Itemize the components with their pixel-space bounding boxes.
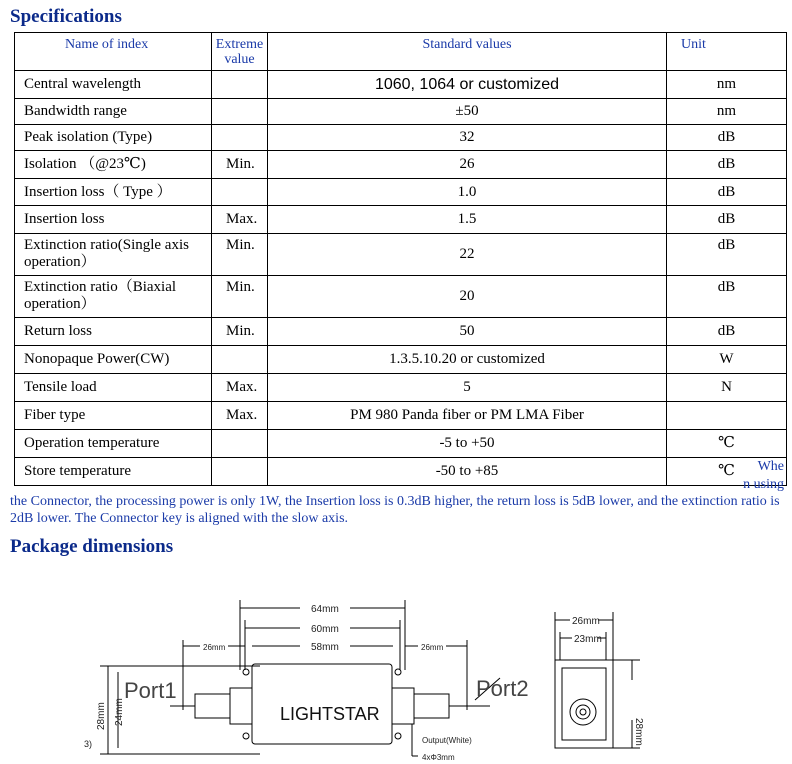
- row-extreme-cell: [212, 458, 268, 486]
- table-row: [15, 402, 787, 430]
- note-fragment-1: Whe: [757, 459, 784, 474]
- header-name-of-index: Name of index: [15, 33, 212, 71]
- row-standard-cell: 20: [268, 276, 667, 318]
- row-standard-cell: 1.3.5.10.20 or customized: [268, 346, 667, 374]
- specifications-heading: Specifications: [10, 6, 122, 27]
- header-standard-values: Standard values: [268, 33, 667, 71]
- hole-size-label: 4xΦ3mm: [422, 753, 455, 762]
- table-row: [15, 318, 787, 346]
- row-unit-cell: dB: [667, 125, 787, 151]
- row-unit-cell: ℃: [667, 458, 787, 486]
- row-unit-cell: ℃: [667, 430, 787, 458]
- row-unit-cell: N: [667, 374, 787, 402]
- row-name-cell: Bandwidth range: [15, 99, 212, 125]
- row-name-cell: Nonopaque Power(CW): [15, 346, 212, 374]
- row-standard-cell: -5 to +50: [268, 430, 667, 458]
- specifications-table: [14, 32, 787, 486]
- row-name-cell: Peak isolation (Type): [15, 125, 212, 151]
- dim-60mm-label: 60mm: [311, 624, 339, 635]
- row-unit-cell: dB: [667, 276, 787, 318]
- dim-26mm-end-label: 26mm: [572, 616, 600, 627]
- row-extreme-cell: Min.: [212, 318, 268, 346]
- row-standard-cell: 32: [268, 125, 667, 151]
- row-extreme-cell: Max.: [212, 402, 268, 430]
- header-unit: Unit: [667, 33, 787, 71]
- package-drawing: [0, 560, 792, 764]
- table-row: [15, 430, 787, 458]
- dim-28mm-side-label: 28mm: [96, 702, 107, 730]
- row-extreme-cell: Max.: [212, 206, 268, 234]
- row-unit-cell: [667, 402, 787, 430]
- note-fragment-2: n using: [743, 477, 784, 492]
- row-unit-cell: W: [667, 346, 787, 374]
- row-extreme-cell: Min.: [212, 234, 268, 276]
- table-row: [15, 458, 787, 486]
- row-standard-cell: -50 to +85: [268, 458, 667, 486]
- package-dimensions-heading: Package dimensions: [10, 536, 174, 557]
- row-unit-cell: nm: [667, 71, 787, 99]
- dim-28mm-end-label: 28mm: [633, 718, 644, 746]
- table-row: [15, 276, 787, 318]
- dim-26mm-left-label: 26mm: [203, 643, 226, 652]
- row-unit-cell: dB: [667, 234, 787, 276]
- row-unit-cell: dB: [667, 179, 787, 206]
- row-standard-cell: 1.5: [268, 206, 667, 234]
- row-standard-cell: 26: [268, 151, 667, 179]
- row-name-cell: Fiber type: [15, 402, 212, 430]
- table-row: [15, 179, 787, 206]
- table-row: [15, 71, 787, 99]
- row-extreme-cell: Min.: [212, 151, 268, 179]
- dim-64mm-label: 64mm: [311, 604, 339, 615]
- table-row: [15, 346, 787, 374]
- row-standard-cell: 5: [268, 374, 667, 402]
- table-row: [15, 206, 787, 234]
- row-unit-cell: dB: [667, 206, 787, 234]
- row-extreme-cell: [212, 71, 268, 99]
- row-extreme-cell: [212, 125, 268, 151]
- table-row: [15, 125, 787, 151]
- row-extreme-cell: [212, 430, 268, 458]
- dim-23mm-end-label: 23mm: [574, 634, 602, 645]
- port1-label: Port1: [124, 678, 177, 703]
- connector-note: the Connector, the processing power is only 1W, the Insertion loss is 0.3dB higher, the return loss is 5dB lower, and the extinction ratio is 2dB lower. The Connector key is aligned with the slow axis.: [10, 494, 780, 526]
- dim-26mm-right-label: 26mm: [421, 643, 444, 652]
- table-row: [15, 99, 787, 125]
- table-row: [15, 234, 787, 276]
- row-standard-cell: 22: [268, 234, 667, 276]
- row-standard-cell: 1060, 1064 or customized: [268, 71, 667, 99]
- row-name-cell: Extinction ratio(Single axis operation）: [15, 234, 212, 276]
- dim-24mm-side-label: 24mm: [114, 698, 125, 726]
- row-name-cell: Insertion loss（ Type ）: [15, 179, 212, 206]
- header-extreme-value: Extreme value: [212, 33, 268, 71]
- row-name-cell: Return loss: [15, 318, 212, 346]
- row-extreme-cell: [212, 346, 268, 374]
- row-extreme-cell: [212, 179, 268, 206]
- row-standard-cell: ±50: [268, 99, 667, 125]
- row-name-cell: Central wavelength: [15, 71, 212, 99]
- row-extreme-cell: [212, 99, 268, 125]
- row-name-cell: Insertion loss: [15, 206, 212, 234]
- row-name-cell: Tensile load: [15, 374, 212, 402]
- row-unit-cell: dB: [667, 318, 787, 346]
- partial-mark: 3): [84, 739, 93, 749]
- table-row: [15, 151, 787, 179]
- row-unit-cell: nm: [667, 99, 787, 125]
- row-unit-cell: dB: [667, 151, 787, 179]
- row-standard-cell: 50: [268, 318, 667, 346]
- row-name-cell: Store temperature: [15, 458, 212, 486]
- row-extreme-cell: Max.: [212, 374, 268, 402]
- port2-label: Port2: [476, 676, 529, 701]
- row-extreme-cell: Min.: [212, 276, 268, 318]
- row-standard-cell: 1.0: [268, 179, 667, 206]
- row-standard-cell: PM 980 Panda fiber or PM LMA Fiber: [268, 402, 667, 430]
- row-name-cell: Isolation （@23℃): [15, 151, 212, 179]
- row-name-cell: Extinction ratio（Biaxial operation）: [15, 276, 212, 318]
- dim-58mm-label: 58mm: [311, 642, 339, 653]
- row-name-cell: Operation temperature: [15, 430, 212, 458]
- brand-logo: LIGHTSTAR: [280, 704, 380, 724]
- output-white-label: Output(White): [422, 736, 472, 745]
- table-row: [15, 374, 787, 402]
